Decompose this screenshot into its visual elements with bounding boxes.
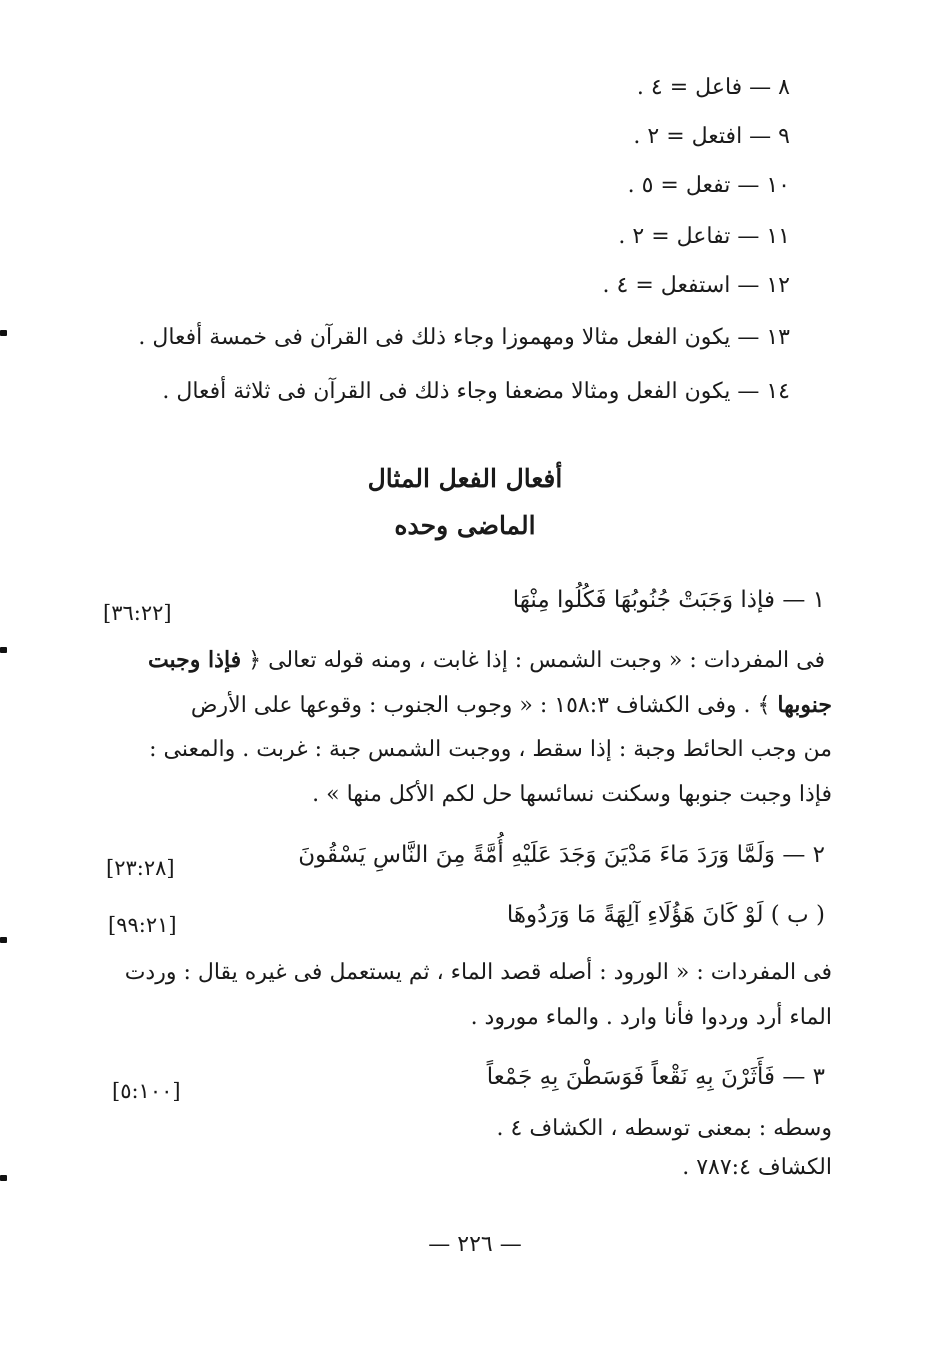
entry-1-note-line-1-quote: فإذا وجبت <box>147 647 242 673</box>
entry-1-verse: ١ — فإذا وَجَبَتْ جُنُوبُهَا فَكُلُوا مِنْهَا <box>512 587 825 613</box>
list-item-12: ١٢ — استفعل = ٤ . <box>602 273 790 298</box>
list-item-11: ١١ — تفاعل = ٢ . <box>618 224 790 249</box>
list-item-14: ١٤ — يكون الفعل ومثالا مضعفا وجاء ذلك فى القرآن فى ثلاثة أفعال . <box>162 379 790 404</box>
margin-mark <box>0 330 7 336</box>
list-item-13: ١٣ — يكون الفعل مثالا ومهموزا وجاء ذلك فى القرآن فى خمسة أفعال . <box>138 325 790 350</box>
list-item-8: ٨ — فاعل = ٤ . <box>636 75 790 100</box>
entry-1-note-line-2-text: ﴾ . وفى الكشاف ١٥٨:٣ : « وجوب الجنوب : وقوعها على الأرض <box>190 693 771 718</box>
entry-2-note-line-1: فى المفردات : « الورود : أصله قصد الماء ، ثم يستعمل فى غيره يقال : وردت <box>124 960 832 985</box>
entry-1-note-line-2-quote: جنوبها <box>777 692 832 718</box>
entry-2-reference: [٢٣:٢٨] <box>106 856 175 880</box>
entry-2-verse: ٢ — وَلَمَّا وَرَدَ مَاءَ مَدْيَنَ وَجَدَ عَلَيْهِ أُمَّةً مِنَ النَّاسِ يَسْقُونَ <box>298 842 825 868</box>
entry-2b-verse: ( ب ) لَوْ كَانَ هَؤُلَاءِ آلِهَةً مَا وَرَدُوهَا <box>506 902 825 928</box>
page-number: — ٢٢٦ — <box>428 1232 522 1257</box>
margin-mark <box>0 647 7 653</box>
entry-1-note-line-4: فإذا وجبت جنوبها وسكنت نسائسها حل لكم الأكل منها » . <box>312 782 832 807</box>
entry-3-reference: [٥:١٠٠] <box>112 1079 181 1103</box>
entry-2b-reference: [٩٩:٢١] <box>108 913 177 937</box>
entry-1-note-line-2 <box>191 690 832 721</box>
section-subtitle: الماضى وحده <box>394 511 536 540</box>
entry-1-note-line-3: من وجب الحائط وجبة : إذا سقط ، ووجبت الشمس جبة : غربت . والمعنى : <box>149 737 832 762</box>
entry-1-note-line-1 <box>148 645 825 676</box>
entry-3-note-line-1: وسطه : بمعنى توسطه ، الكشاف ٤ . <box>496 1116 832 1141</box>
section-title: أفعال الفعل المثال <box>367 464 563 493</box>
margin-mark <box>0 1175 7 1181</box>
entry-3-verse: ٣ — فَأَثَرْنَ بِهِ نَقْعاً فَوَسَطْنَ بِهِ جَمْعاً <box>486 1064 825 1090</box>
entry-1-reference: [٣٦:٢٢] <box>103 601 172 625</box>
entry-1-note-line-1-text: فى المفردات : « وجبت الشمس : إذا غابت ، ومنه قوله تعالى ﴿ <box>248 648 825 673</box>
list-item-9: ٩ — افتعل = ٢ . <box>633 124 790 149</box>
margin-mark <box>0 937 7 943</box>
entry-2-note-line-2: الماء أرد وردوا فأنا وارد . والماء مورود . <box>470 1005 832 1030</box>
list-item-10: ١٠ — تفعل = ٥ . <box>627 173 790 198</box>
entry-3-note-line-2: الكشاف ٧٨٧:٤ . <box>682 1155 832 1180</box>
